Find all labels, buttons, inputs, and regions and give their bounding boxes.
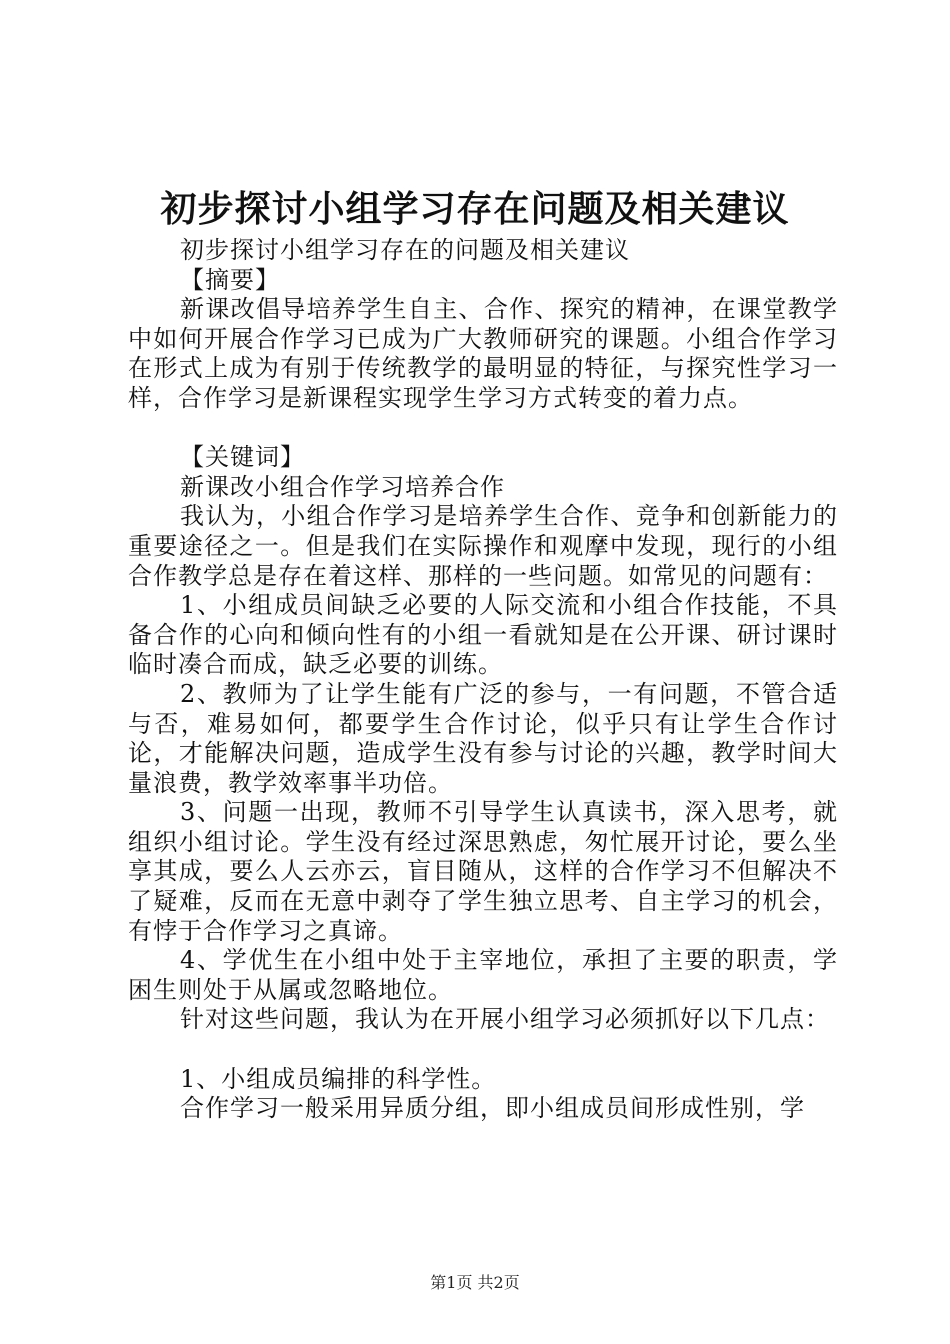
paragraph-problem-1: 1、小组成员间缺乏必要的人际交流和小组合作技能，不具备合作的心向和倾向性有的小组一看就知是在公开课、研讨课时临时凑合而成，缺乏必要的训练。 xyxy=(128,591,838,679)
blank-line xyxy=(128,414,838,444)
paragraph-problem-4: 4、学优生在小组中处于主宰地位，承担了主要的职责，学困生则处于从属或忽略地位。 xyxy=(128,946,838,1004)
paragraph-problem-2: 2、教师为了让学生能有广泛的参与，一有问题，不管合适与否，难易如何，都要学生合作讨论，似乎只有让学生合作讨论，才能解决问题，造成学生没有参与讨论的兴趣，教学时间大量浪费，教学效率事半功倍。 xyxy=(128,679,838,797)
paragraph-abstract-heading: 【摘要】 xyxy=(180,265,280,294)
paragraph-abstract: 新课改倡导培养学生自主、合作、探究的精神，在课堂教学中如何开展合作学习已成为广大教师研究的课题。小组合作学习在形式上成为有别于传统教学的最明显的特征，与探究性学习一样，合作学习是新课程实现学生学习方式转变的着力点。 xyxy=(128,295,838,412)
document-body xyxy=(128,236,838,1124)
document-title: 初步探讨小组学习存在问题及相关建议 xyxy=(160,188,790,230)
page-footer: 第1页 共2页 xyxy=(430,1273,520,1292)
paragraph-suggestion-1-heading: 1、小组成员编排的科学性。 xyxy=(180,1064,497,1093)
paragraph-intro: 我认为，小组合作学习是培养学生合作、竞争和创新能力的重要途径之一。但是我们在实际操作和观摩中发现，现行的小组合作教学总是存在着这样、那样的一些问题。如常见的问题有： xyxy=(128,502,838,590)
paragraph-suggestion-intro: 针对这些问题，我认为在开展小组学习必须抓好以下几点： xyxy=(180,1005,830,1034)
paragraph-subtitle: 初步探讨小组学习存在的问题及相关建议 xyxy=(180,236,630,264)
paragraph-suggestion-1-body: 合作学习一般采用异质分组，即小组成员间形成性别，学 xyxy=(180,1094,805,1123)
paragraph-problem-3: 3、问题一出现，教师不引导学生认真读书，深入思考，就组织小组讨论。学生没有经过深思熟虑，匆忙展开讨论，要么坐享其成，要么人云亦云，盲目随从，这样的合作学习不但解决不了疑难，反而在无意中剥夺了学生独立思考、自主学习的机会，有悖于合作学习之真谛。 xyxy=(128,798,838,945)
paragraph-keywords-heading: 【关键词】 xyxy=(180,443,305,472)
paragraph-keywords: 新课改小组合作学习培养合作 xyxy=(180,472,505,501)
blank-line xyxy=(128,1035,838,1065)
